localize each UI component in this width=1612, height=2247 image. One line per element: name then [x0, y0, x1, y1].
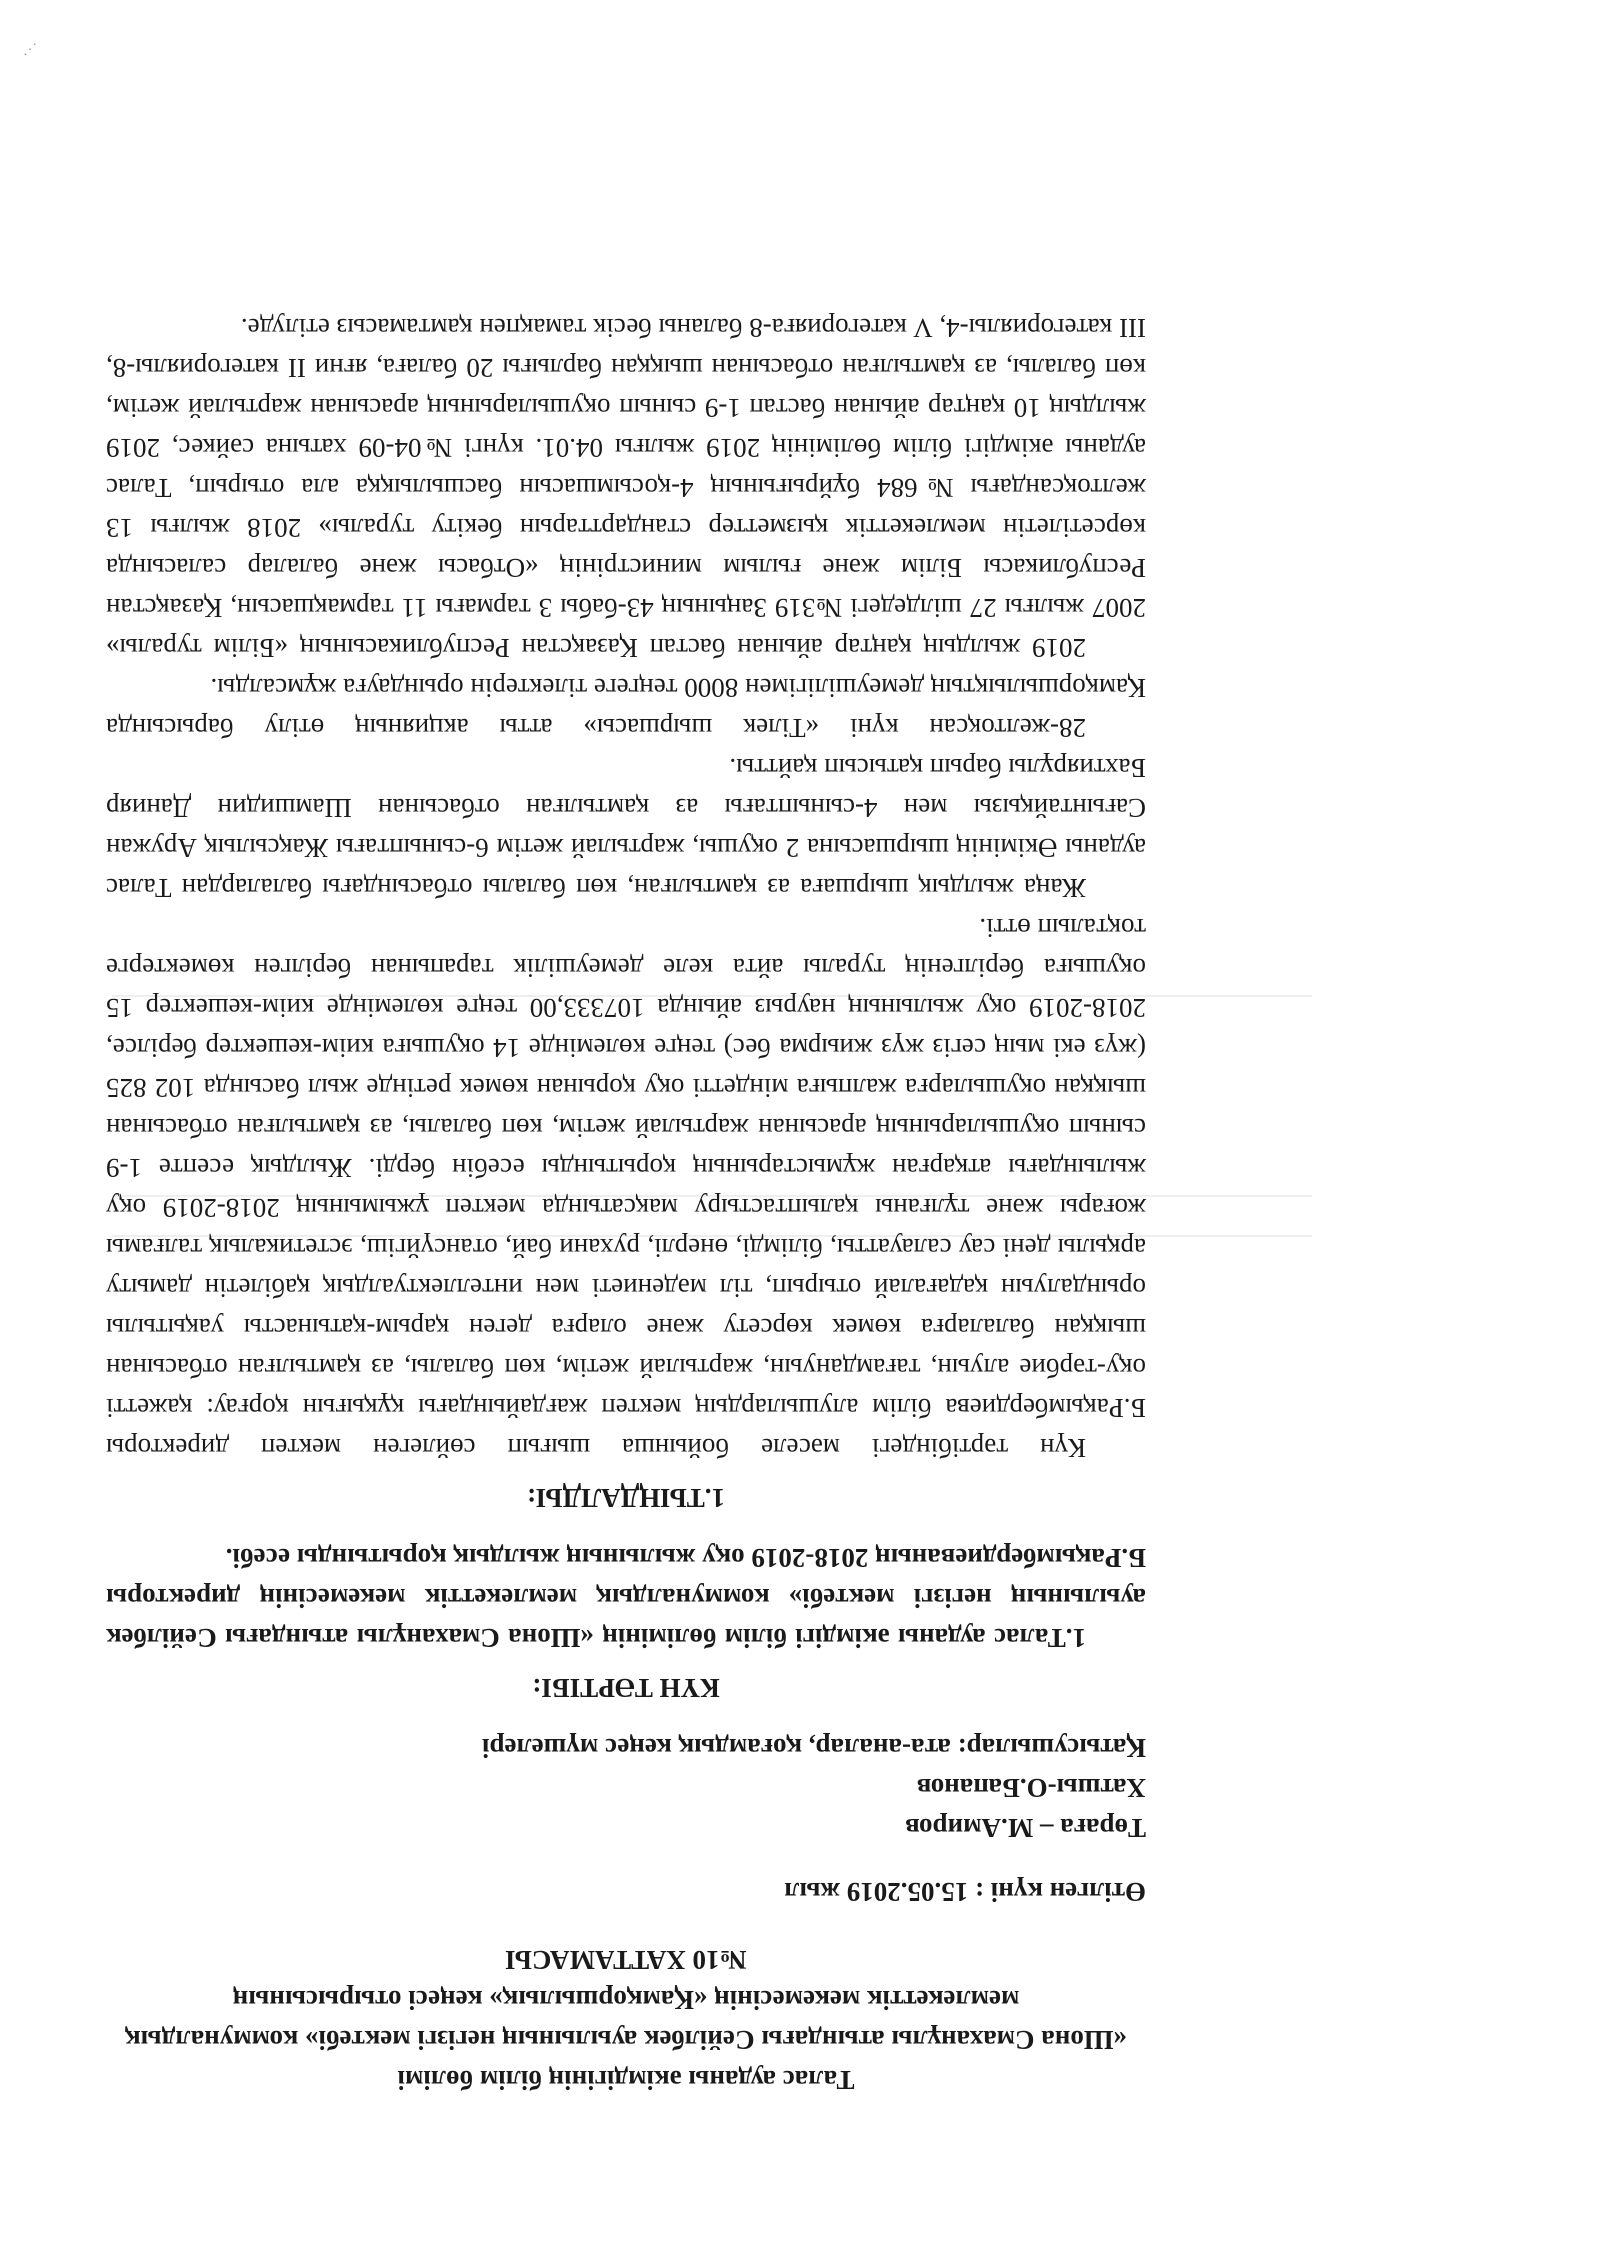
paragraph-meals: 2019 жылдың қаңтар айынан бастап Қазақстан Республикасының «Білім туралы» 2007 жылғы 27 шілдедегі №319 Заңының 43-бабы 3 тармағы 11 тармақшасын, Қазақстан Республикасы Білім және ғылым министрінің «Отбасы және балалар саласында көрсетілетін мемлекеттік қызметтер стандарттарын бекіту туралы» 2018 жылғы 13 желтоқсандағы №684 бұйрығының 4-қосымшасын басшылыққа ала отырып, Талас ауданы әкімдігі білім бөлімінің 2019 жылғы 04.01. күнгі №04-09 хатына сәйкес, 2019 жылдың 10 қаңтар айынан бастап 1-9 сынып оқушыларының арасынан жартылай жетім, көп балалы, аз қамтылған отбасынан шыққан барлығы 20 балаға, яғни II категориялы-8, III категориялы-4, V категорияға-8 баланы бесік тамақпен қамтамасыз етілуде. [106, 313, 1146, 663]
document-content [106, 308, 1146, 2100]
participants: Қатысушылар: ата-аналар, қоғамдық кеңес мүшелері [481, 1733, 1146, 1763]
listened-title: 1.ТЫҢДАЛДЫ: [526, 1483, 726, 1513]
chairperson: Төрағa – М.Амиров [905, 1813, 1146, 1843]
header-line-3: мемлекеттік мекемесінің «Қамқоршылық» кеңесі отырысының [232, 1985, 1020, 2015]
document-header [106, 1940, 1146, 2100]
header-line-2: «Шона Смаханұлы атындағы Сейілбек ауылының негізгі мектебі» коммуналдық [125, 2025, 1127, 2055]
paragraph-report: Күн тәртібіндегі мәселе бойынша шығып сөйлеген мектеп директоры Б.Рақымбердиева білім алушылардың мектеп жағдайындағы құқығын қорғау: қажетті оқу-тәрбие алуын, тағамдануын, жартылай жетім, көп балалы, аз қамтылған отбасынан шыққан балаларға көмек көрсету және оларға деген қарым-қатынасты уақытылы орындалуын қадағалай отырып, тіл мәдениеті мен интеллектуалдық қабілетін дамыту арқылы дені сау салауатты, білімді, өнерлі, рухани бай, отансүйгіш, эстетикалық талғамы жоғары және тұлғаны қалыптастыру мақсатында мектеп ұжымының 2018-2019 оқу жылындағы атқарған жұмыстарының қорытынды есебін берді. Жылдық есепте 1-9 сынып оқушыларының арасынан жартылай жетім, көп балалы, аз қамтылған отбасынан шыққан оқушыларға жалпыға міндетті оқу қорынан көмек ретінде жыл басында 102 825 (жүз екі мың сегіз жүз жиырма бес) теңге көлемінде 14 оқушыға киім-кешектер берілсе, 2018-2019 оқу жылының наурыз айында 107333,00 теңге көлемінде киім-кешектер 15 оқушыға берілгенің туралы айта келе демеушілік тарапынан берілген көмектерге тоқталып өтті. [106, 913, 1146, 1463]
secretary: Хатшы-О.Бапанов [916, 1773, 1146, 1803]
protocol-number: №10 ХАТТАМАСЫ [505, 1945, 747, 1975]
agenda-item-1: 1.Талас ауданы әкімдігі білім бөлімінің «Шона Смаханұлы атындағы Сейілбек ауылының негізгі мектебі» коммуналдық мемлекеттік мекемесінің директоры Б.Рақымбердиеваның 2018-2019 оқу жылының жылдық қорытынды есебі. [106, 1543, 1146, 1653]
agenda-title: КҮН ТӘРТІБІ: [532, 1673, 720, 1703]
scan-corner-mark: ⋰ [23, 41, 37, 56]
header-line-1: Талас ауданы әкімдігінің білім бөлімі [397, 2065, 855, 2095]
paragraph-new-year: Жаңа жылдық шыршаға аз қамтылған, көп балалы отбасындағы балалардан Талас ауданы Әкімінің шыршасына 2 оқушы, жартылай жетім 6-сыныптағы Жақсылық Аружан Сағынтайқызы мен 4-сыныптағы аз қамтылған отбасынан Шамшидин Данияр Бахтиярұлы барып қатысып қайтты. [106, 753, 1146, 903]
meeting-date: Өтілген күні : 15.05.2019 жыл [784, 1877, 1146, 1907]
paragraph-wish-tree: 28-желтоқсан күні «Тілек шыршасы» атты акцияның өтілу барысында Қамқоршылықтың демеушілігімен 8000 теңгеге тілектерін орындауға жұмсалды. [106, 673, 1146, 743]
